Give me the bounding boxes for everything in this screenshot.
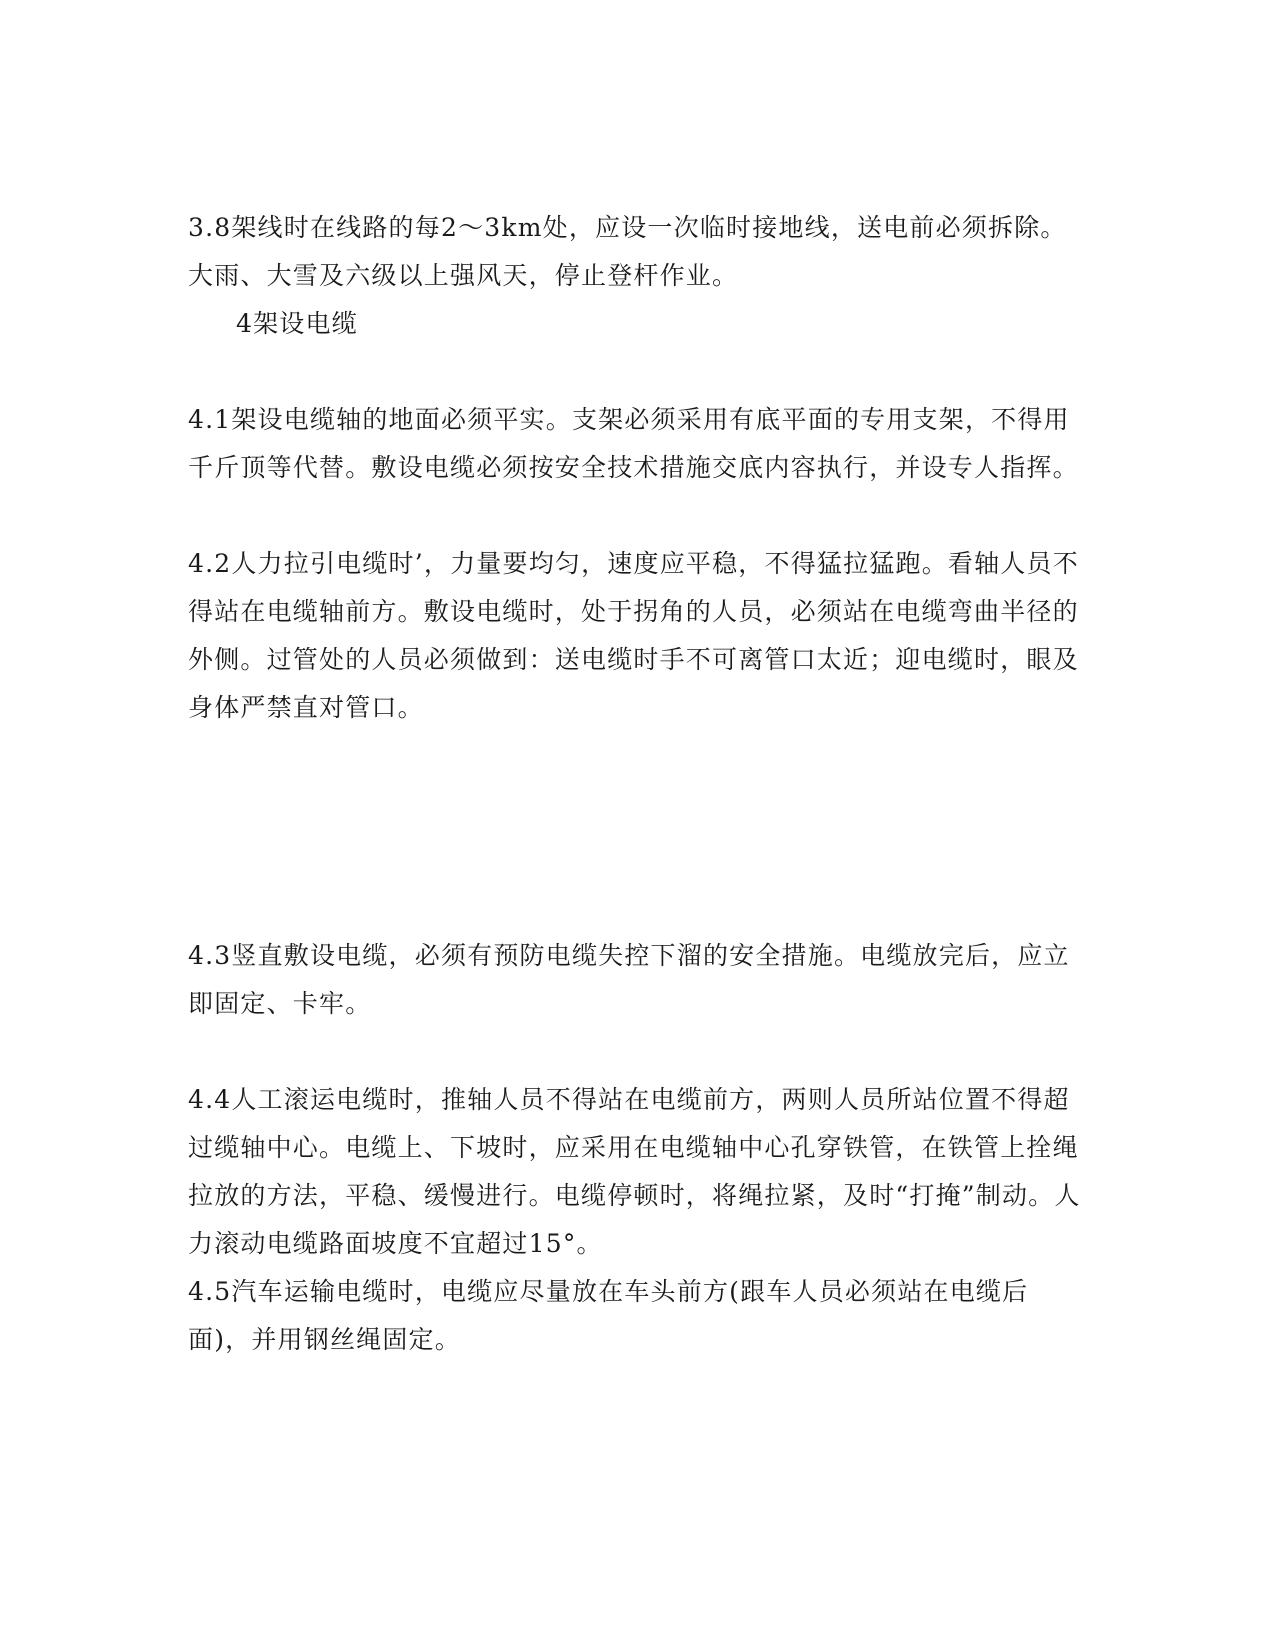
paragraph-4-5: 4.5汽车运输电缆时，电缆应尽量放在车头前方(跟车人员必须站在电缆后面)，并用钢丝绳固定。 bbox=[188, 1277, 1029, 1354]
paragraph-3-8: 3.8架线时在线路的每2～3km处，应设一次临时接地线，送电前必须拆除。大雨、大雪及六级以上强风天，停止登杆作业。 bbox=[188, 213, 1067, 290]
section-heading-4: 4架设电缆 bbox=[236, 309, 358, 338]
paragraph-4-1: 4.1架设电缆轴的地面必须平实。支架必须采用有底平面的专用支架，不得用千斤顶等代替。敷设电缆必须按安全技术措施交底内容执行，并设专人指挥。 bbox=[188, 405, 1079, 482]
paragraph-4-3: 4.3竖直敷设电缆，必须有预防电缆失控下溜的安全措施。电缆放完后，应立即固定、卡牢。 bbox=[188, 941, 1070, 1018]
paragraph-4-2: 4.2人力拉引电缆时’，力量要均匀，速度应平稳，不得猛拉猛跑。看轴人员不得站在电缆轴前方。敷设电缆时，处于拐角的人员，必须站在电缆弯曲半径的外侧。过管处的人员必须做到：送电缆时手不可离管口太近；迎电缆时，眼及身体严禁直对管口。 bbox=[188, 549, 1079, 722]
paragraph-4-4: 4.4人工滚运电缆时，推轴人员不得站在电缆前方，两则人员所站位置不得超过缆轴中心。电缆上、下坡时，应采用在电缆轴中心孔穿铁管，在铁管上拴绳拉放的方法，平稳、缓慢进行。电缆停顿时，将绳拉紧，及时“打掩”制动。人力滚动电缆路面坡度不宜超过15°。 bbox=[188, 1085, 1081, 1258]
